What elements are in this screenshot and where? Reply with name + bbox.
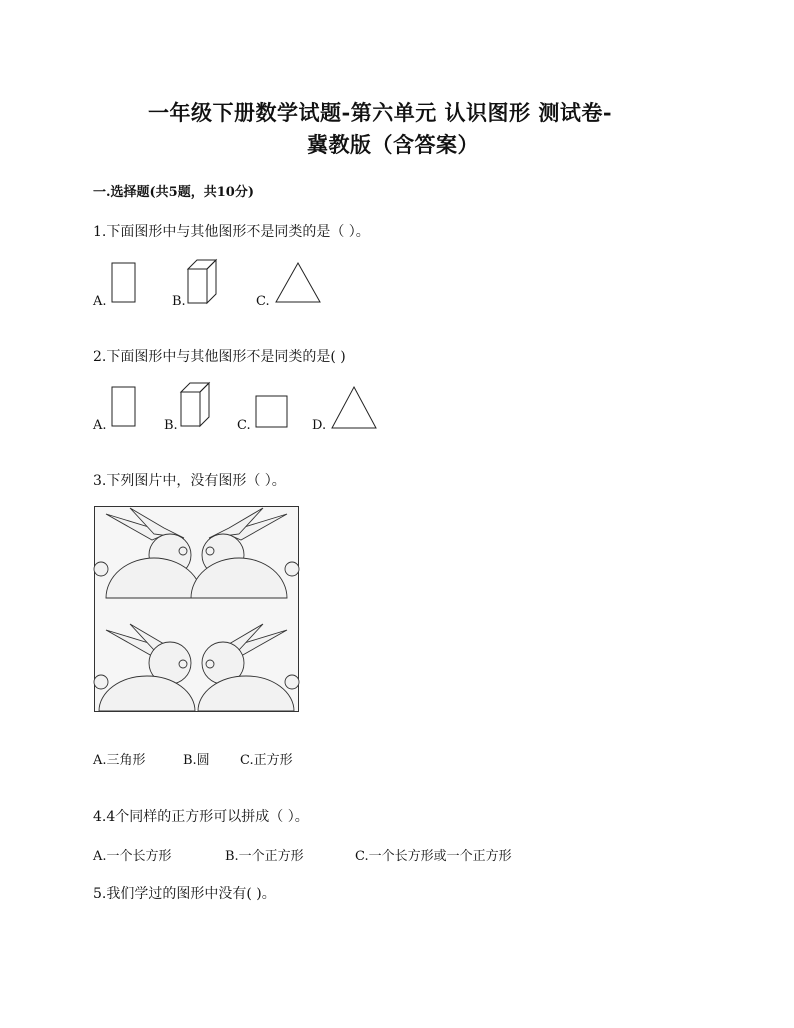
- cuboid-icon: [187, 259, 218, 305]
- document-title-line1: 一年级下册数学试题-第六单元 认识图形 测试卷-: [148, 100, 613, 125]
- square-icon: [255, 395, 289, 429]
- q3-option-a: A.三角形: [93, 753, 146, 768]
- q2-option-c-label: C.: [237, 418, 251, 433]
- triangle-icon: [330, 386, 378, 430]
- q3-option-b: B.圆: [183, 753, 210, 768]
- q4-option-c: C.一个长方形或一个正方形: [355, 849, 512, 864]
- q2-option-a-label: A.: [93, 418, 107, 433]
- rectangle-icon: [111, 262, 137, 304]
- q2-option-d-label: D.: [312, 418, 327, 433]
- q1-option-b-label: B.: [172, 294, 186, 309]
- question-3-text: 3.下列图片中，没有图形（ ）。: [93, 473, 286, 489]
- question-2-text: 2.下面图形中与其他图形不是同类的是( ): [93, 349, 346, 365]
- q2-option-b-label: B.: [164, 418, 178, 433]
- question-4-text: 4.4个同样的正方形可以拼成（ ）。: [93, 809, 309, 825]
- section-heading: 一.选择题(共5题，共10分): [93, 185, 254, 200]
- triangle-icon: [274, 262, 322, 304]
- q1-option-c-label: C.: [256, 294, 270, 309]
- question-1-text: 1.下面图形中与其他图形不是同类的是（ ）。: [93, 224, 370, 240]
- question-5-text: 5.我们学过的图形中没有( )。: [93, 886, 276, 902]
- rabbit-pattern-figure: [94, 506, 299, 712]
- q4-option-b: B.一个正方形: [225, 849, 304, 864]
- document-title-line2: 冀教版（含答案）: [307, 132, 479, 157]
- q1-option-a-label: A.: [93, 294, 107, 309]
- cuboid-icon: [180, 382, 211, 428]
- rectangle-icon: [111, 386, 137, 428]
- q3-option-c: C.正方形: [240, 753, 293, 768]
- q4-option-a: A.一个长方形: [93, 849, 172, 864]
